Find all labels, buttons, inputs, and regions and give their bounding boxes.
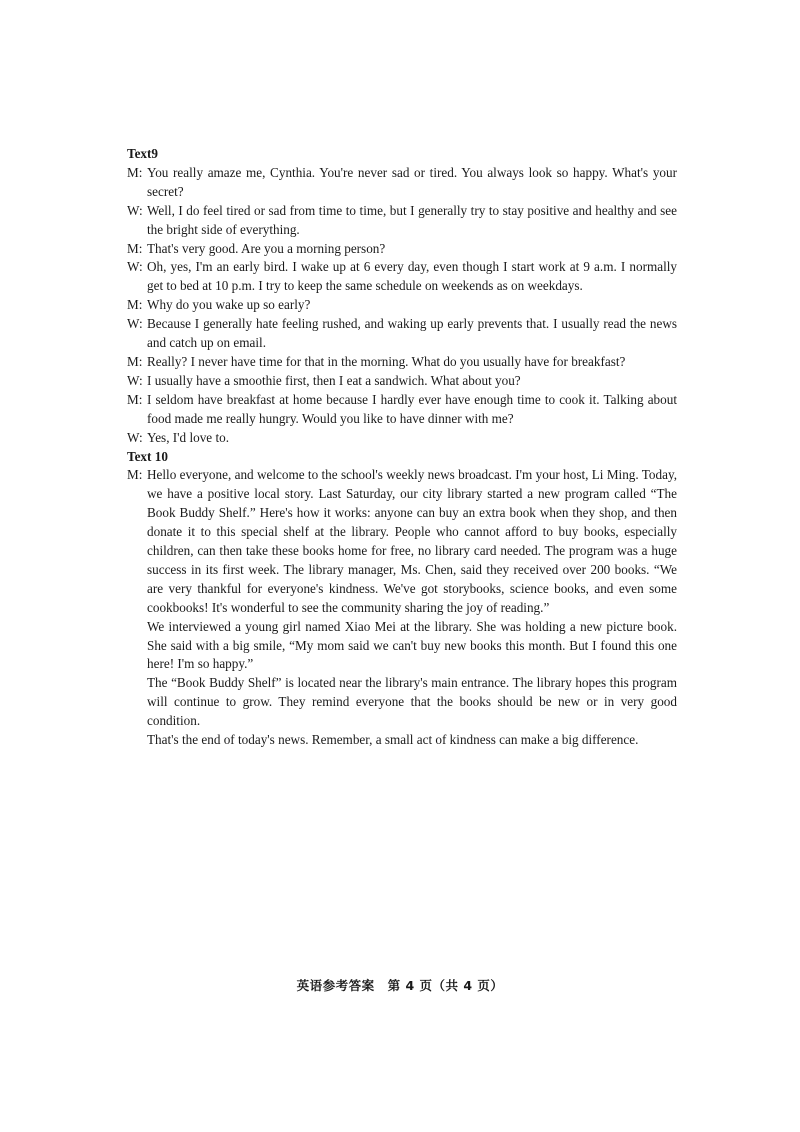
dialogue-turn	[127, 258, 677, 296]
speaker-label: M:	[127, 297, 143, 313]
monologue-paragraph: The “Book Buddy Shelf” is located near the library's main entrance. The library hopes this program will continue to grow. They remind everyone that the books should be new or in very good condition.	[147, 675, 677, 729]
monologue-paragraph: We interviewed a young girl named Xiao Mei at the library. She was holding a new picture book. She said with a big smile, “My mom said we can't buy new books this month. But I found this one here! I'm so happy.”	[147, 618, 677, 672]
dialogue-turn	[127, 372, 677, 391]
listening-transcript	[127, 145, 677, 750]
speaker-label: W:	[127, 429, 143, 445]
monologue-text: Hello everyone, and welcome to the school's weekly news broadcast. I'm your host, Li Ming. Today, we have a positive local story. Last Saturday, our city library started a new program called “The Book Buddy Shelf.” Here's how it works: anyone can buy an extra book when they shop, and then donate it to this special shelf at the library. People who cannot afford to buy books, especially children, can then take these books home for free, no library card needed. The program was a huge success in its first week. The library manager, Ms. Chen, said they received over 200 books. “We are very thankful for everyone's kindness. We've got storybooks, science books, and even some cookbooks! It's wonderful to see the community sharing the joy of reading.”	[147, 467, 677, 615]
dialogue-turn	[127, 240, 677, 259]
page-footer: 英语参考答案 第 4 页（共 4 页）	[296, 978, 504, 993]
dialogue-text: Well, I do feel tired or sad from time to time, but I generally try to stay positive and healthy and see the bright side of everything.	[147, 202, 677, 237]
dialogue-text: Why do you wake up so early?	[147, 297, 311, 313]
speaker-label: M:	[127, 467, 143, 483]
dialogue-text: Really? I never have time for that in the morning. What do you usually have for breakfast?	[147, 353, 626, 369]
section-title-text10: Text 10	[127, 448, 168, 464]
dialogue-turn	[127, 391, 677, 429]
dialogue-text: That's very good. Are you a morning person?	[147, 240, 386, 256]
dialogue-text: Oh, yes, I'm an early bird. I wake up at 6 every day, even though I start work at 9 a.m. I normally get to bed at 10 p.m. I try to keep the same schedule on weekends as on weekdays.	[147, 259, 677, 294]
dialogue-text: Yes, I'd love to.	[147, 429, 229, 445]
speaker-label: M:	[127, 353, 143, 369]
section-title-text9: Text9	[127, 146, 159, 161]
speaker-label: M:	[127, 164, 143, 180]
dialogue-text: You really amaze me, Cynthia. You're never sad or tired. You always look so happy. What's your secret?	[147, 164, 677, 199]
speaker-label: W:	[127, 316, 143, 332]
speaker-label: W:	[127, 372, 143, 388]
dialogue-turn	[127, 353, 677, 372]
monologue-paragraph: That's the end of today's news. Remember, a small act of kindness can make a big difference.	[147, 732, 639, 748]
speaker-label: W:	[127, 202, 143, 218]
dialogue-text: I seldom have breakfast at home because I hardly ever have enough time to cook it. Talking about food made me really hungry. Would you like to have dinner with me?	[147, 391, 677, 426]
speaker-label: M:	[127, 391, 143, 407]
speaker-label: M:	[127, 240, 143, 256]
dialogue-turn	[127, 296, 677, 315]
dialogue-turn	[127, 164, 677, 202]
monologue-opening	[127, 466, 677, 617]
speaker-label: W:	[127, 259, 143, 275]
dialogue-turn	[127, 315, 677, 353]
dialogue-text: I usually have a smoothie first, then I eat a sandwich. What about you?	[147, 372, 521, 388]
dialogue-turn	[127, 202, 677, 240]
dialogue-turn	[127, 429, 677, 448]
dialogue-text: Because I generally hate feeling rushed, and waking up early prevents that. I usually read the news and catch up on email.	[147, 316, 677, 351]
